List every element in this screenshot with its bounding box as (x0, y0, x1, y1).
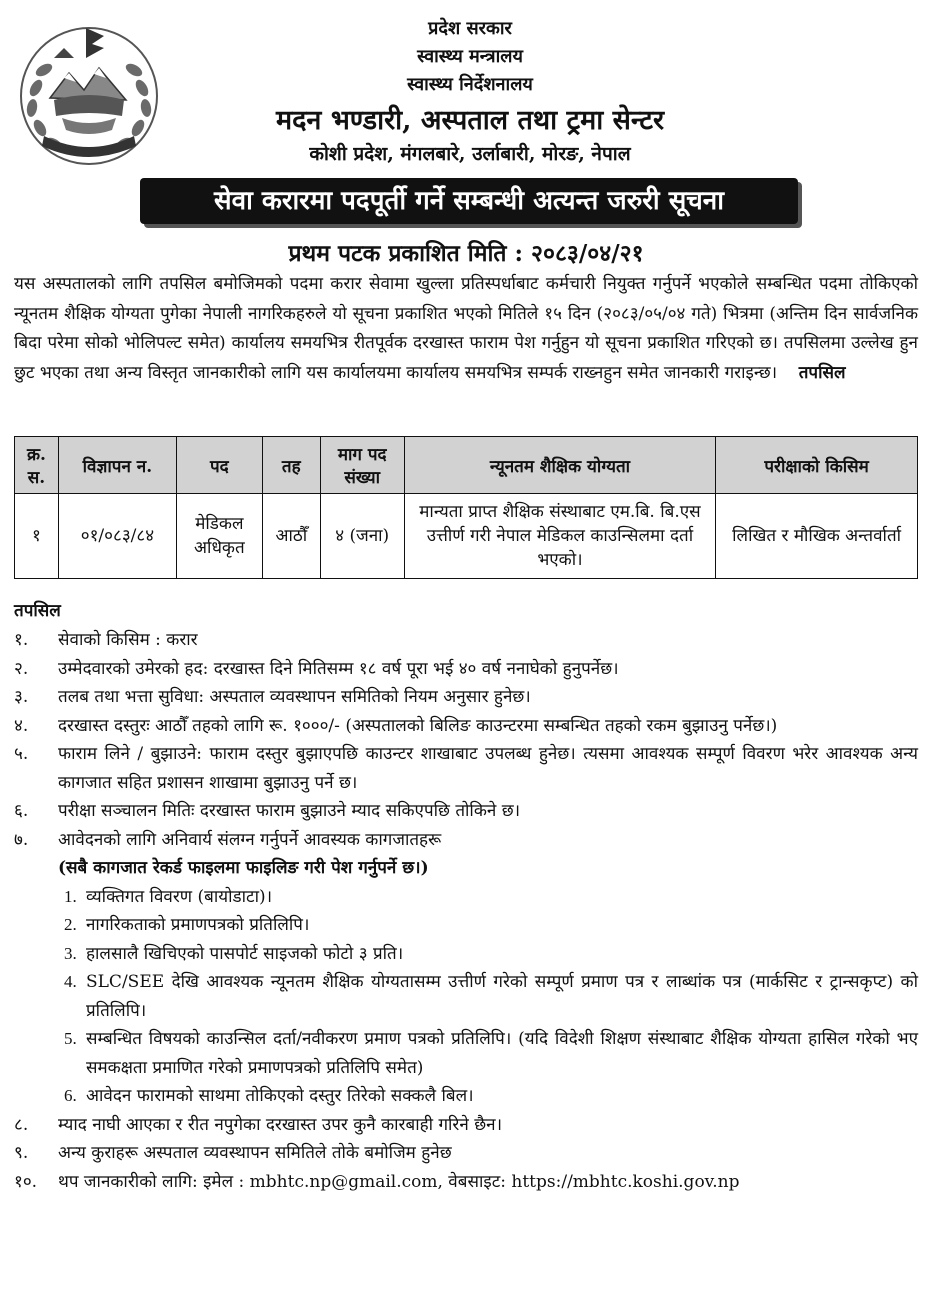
document-text: सम्बन्धित विषयको काउन्सिल दर्ता/नवीकरण प्रमाण पत्रको प्रतिलिपि। (यदि विदेशी शिक्षण संस्थाबाट शैक्षिक योग्यता हासिल गरेको भए समकक्षता प्रमाणित गरेको प्रमाणपत्रको प्रतिलिपि समेत) (86, 1029, 918, 1078)
details-list (14, 626, 918, 1196)
table-header: पद (176, 437, 262, 494)
list-item (14, 1168, 918, 1197)
document-text: SLC/SEE देखि आवश्यक न्यूनतम शैक्षिक योग्यतासम्म उत्तीर्ण गरेको सम्पूर्ण प्रमाण पत्र र लाब्धांक पत्र (मार्कसिट र ट्रान्सकृप्ट) को प्रतिलिपि। (86, 972, 918, 1021)
item-number: ८. (14, 1114, 29, 1135)
table-header: परीक्षाको किसिम (716, 437, 918, 494)
item-number: १. (14, 630, 29, 650)
item-number: ४. (14, 715, 29, 736)
document-number: 4. (64, 972, 77, 991)
notice-title-banner: सेवा करारमा पदपूर्ती गर्ने सम्बन्धी अत्यन्त जरुरी सूचना (140, 178, 798, 224)
item-number: ६. (14, 801, 29, 821)
vacancy-table (14, 436, 918, 579)
item-number: ५. (14, 744, 29, 764)
document-text: हालसालै खिचिएको पासपोर्ट साइजको फोटो ३ प्रति। (86, 943, 404, 964)
item-text: आवेदनको लागि अनिवार्य संलग्न गर्नुपर्ने आवस्यक कागजातहरू (58, 829, 442, 850)
document-item (14, 911, 918, 940)
table-header: क्र. स. (15, 437, 59, 494)
item-text: परीक्षा सञ्चालन मितिः दरखास्त फाराम बुझाउने म्याद सकिएपछि तोकिने छ। (58, 801, 521, 821)
item-text: थप जानकारीको लागि: इमेल : mbhtc.np@gmail.com, वेबसाइट: https://mbhtc.koshi.gov.np (58, 1171, 740, 1192)
list-item (14, 712, 918, 741)
table-header: न्यूनतम शैक्षिक योग्यता (404, 437, 716, 494)
document-number: 5. (64, 1029, 77, 1048)
document-number: 1. (64, 886, 77, 906)
list-item (14, 797, 918, 826)
document-item (14, 883, 918, 912)
list-item (14, 626, 918, 655)
document-item (14, 1082, 918, 1111)
table-header: विज्ञापन न. (58, 437, 176, 494)
table-cell: ०१/०८३/८४ (58, 494, 176, 579)
table-row (15, 494, 918, 579)
item-number: ३. (14, 687, 29, 707)
item-text: म्याद नाघी आएका र रीत नपुगेका दरखास्त उपर कुनै कारबाही गरिने छैन। (58, 1114, 503, 1135)
header-ministry: स्वास्थ्य मन्त्रालय (417, 46, 523, 67)
table-cell: मान्यता प्राप्त शैक्षिक संस्थाबाट एम.बि. बि.एस उत्तीर्ण गरी नेपाल मेडिकल काउन्सिलमा दर्ता भएको। (404, 494, 716, 579)
publish-date: प्रथम पटक प्रकाशित मिति : २०८३/०४/२१ (288, 240, 644, 267)
intro-text: यस अस्पतालको लागि तपसिल बमोजिमको पदमा करार सेवामा खुल्ला प्रतिस्पर्धाबाट कर्मचारी नियुक्त गर्नुपर्ने भएकोले सम्बन्धित पदमा तोकिएको न्यूनतम शैक्षिक योग्यता पुगेका नेपाली नागरिकहरुले यो सूचना प्रकाशित भएको मितिले १५ दिन (२०८३/०५/०४ गते) भित्रमा (अन्तिम दिन सार्वजनिक बिदा परेमा सोको भोलिपल्ट समेत) कार्यालय समयभित्र रीतपूर्वक दरखास्त फाराम पेश गर्नुहुन यो सूचना प्रकाशित गरिएको छ। तपसिलमा उल्लेख हुन छुट भएका तथा अन्य विस्तृत जानकारीको लागि यस कार्यालयमा कार्यालय समयभित्र सम्पर्क राख्नहुन समेत जानकारी गराइन्छ। (14, 274, 918, 383)
document-number: 6. (64, 1086, 77, 1105)
item-number: ७. (14, 829, 29, 850)
item-text: तलब तथा भत्ता सुविधा: अस्पताल व्यवस्थापन समितिको नियम अनुसार हुनेछ। (58, 687, 531, 707)
table-cell: आठौँ (262, 494, 320, 579)
intro-paragraph (14, 270, 918, 388)
item-number: २. (14, 658, 29, 679)
documents-note: (सबै कागजात रेकर्ड फाइलमा फाइलिङ गरी पेश गर्नुपर्ने छ।) (58, 858, 429, 878)
header-directorate: स्वास्थ्य निर्देशनालय (407, 74, 533, 95)
item-text: उम्मेदवारको उमेरको हद: दरखास्त दिने मितिसम्म १८ वर्ष पूरा भई ४० वर्ष ननाघेको हुनुपर्नेछ। (58, 658, 619, 679)
item-text: सेवाको किसिम : करार (58, 630, 198, 650)
document-number: 2. (64, 915, 77, 934)
table-cell: लिखित र मौखिक अन्तर्वार्ता (716, 494, 918, 579)
list-item (14, 655, 918, 684)
list-item (14, 1111, 918, 1140)
table-header: माग पद संख्या (320, 437, 404, 494)
table-cell: मेडिकल अधिकृत (176, 494, 262, 579)
item-text: अन्य कुराहरू अस्पताल व्यवस्थापन समितिले तोके बमोजिम हुनेछ (58, 1143, 452, 1163)
document-text: व्यक्तिगत विवरण (बायोडाटा)। (86, 886, 273, 907)
document-text: आवेदन फारामको साथमा तोकिएको दस्तुर तिरेको सक्कलै बिल। (86, 1086, 474, 1106)
document-item (14, 968, 918, 1025)
item-text: फाराम लिने / बुझाउने: फाराम दस्तुर बुझाएपछि काउन्टर शाखाबाट उपलब्ध हुनेछ। त्यसमा आवश्यक सम्पूर्ण विवरण भरेर आवश्यक अन्य कागजात सहित प्रशासन शाखामा बुझाउनु पर्ने छ। (58, 744, 918, 793)
list-item (14, 1139, 918, 1168)
nepal-emblem-icon (14, 18, 164, 168)
header-address: कोशी प्रदेश, मंगलबारे, उर्लाबारी, मोरङ, नेपाल (309, 143, 631, 165)
list-item (14, 683, 918, 712)
item-text: दरखास्त दस्तुरः आठौँ तहको लागि रू. १०००/- (अस्पतालको बिलिङ काउन्टरमा सम्बन्धित तहको रकम बुझाउनु पर्नेछ।) (58, 715, 778, 736)
item-number: ९. (14, 1143, 29, 1163)
header-province: प्रदेश सरकार (428, 18, 512, 39)
document-item (14, 1025, 918, 1082)
document-text: नागरिकताको प्रमाणपत्रको प्रतिलिपि। (86, 915, 310, 935)
table-header: तह (262, 437, 320, 494)
item-number: १०. (14, 1171, 38, 1192)
table-header-row (15, 437, 918, 494)
table-cell: ४ (जना) (320, 494, 404, 579)
header-hospital-name: मदन भण्डारी, अस्पताल तथा ट्रमा सेन्टर (275, 105, 665, 136)
list-item (14, 826, 918, 855)
table-cell: १ (15, 494, 59, 579)
list-item (14, 740, 918, 797)
details-title: तपसिल (14, 601, 61, 621)
document-number: 3. (64, 943, 77, 963)
document-item (14, 940, 918, 969)
intro-tail: तपसिल (798, 362, 846, 383)
